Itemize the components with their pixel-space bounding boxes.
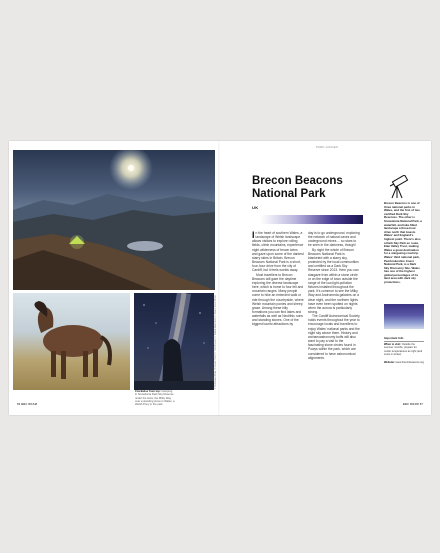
body-paragraph-3: day is to go underground, exploring the network of natural caves and underground mines ... so stars to be seen in the darkness, though! <box>308 231 360 248</box>
magazine-spread <box>9 141 431 415</box>
info-heading: Important Info <box>384 336 404 340</box>
body-paragraph-5: The Cardiff Astronomical Society holds events throughout the year to encourage locals and travellers to enjoy Wales' national parks and the night sky above them. History and archaeoastronomy buffs will also want to pay a visit to the fascinating stone circles found in Powys within the park, which are considered to have astronomical alignments. <box>308 314 360 360</box>
body-paragraph-4: By night the whole of Brecon Beacons National Park is blanketed with a starry sky, protected by the local communities and certified as a Dark Sky Reserve since 2013. Here you can stargaze from within a stone circle or on the edge of town outside the range of the low-light-pollution fixtures installed throughout the park. It's common to see the Milky Way and Andromeda galaxies on a clear night, and the northern lights have even been spotted on nights when the aurora is particularly strong. <box>308 247 360 314</box>
photo-welsh-pony <box>13 293 130 390</box>
info-2-label: Website: <box>384 361 395 364</box>
drop-cap: I <box>252 230 255 240</box>
photo-caption <box>135 390 175 406</box>
body-paragraph-2: Most travellers to Brecon Beacons will gaze the daytime exploring the diverse landscape here, which is home to four fell and mountain ranges. Many people come to hike an extended walk or ride through the countryside, where Welsh mountain ponies and sheep graze. Among these hilly formations you can find lakes and waterfalls as well as Neolithic ruins and standing stones. One of the biggest tourist attractions by <box>252 272 304 327</box>
info-website <box>384 361 424 364</box>
left-page <box>9 141 220 415</box>
info-1-label: When to visit: <box>384 343 402 346</box>
stone-photo-art <box>134 293 214 390</box>
info-divider <box>384 341 424 342</box>
gradient-bar <box>260 215 363 224</box>
sidebar-gradient <box>384 304 424 329</box>
body-column-2 <box>308 231 360 360</box>
photo-camping-under-stars <box>13 150 215 290</box>
body-column-1 <box>252 231 304 327</box>
folio-right: BBC ROAM 57 <box>402 403 423 406</box>
article-title: Brecon Beacons National Park <box>252 175 343 200</box>
caption-lead: Clockwise from top: <box>135 390 161 393</box>
photo-credits: © Immanuel Plata | © Ewan Trott | © Tom Bowen | © Kaitlin Mansfield | © Alamy Stock Photo <box>215 294 217 389</box>
pony-photo-art <box>13 293 130 390</box>
info-when-to-visit <box>384 343 424 356</box>
photo-standing-stone-milky-way <box>134 293 214 390</box>
info-1-text: Outside the summer months, prepare for cooler temperatures at night (and snow in winter). <box>384 343 423 356</box>
caption-text: Camping in Snowdonia Dark Sky Reserve under the stars; the Milky Way over a standing stone in Wales; a Welsh Pony in the park <box>135 390 175 407</box>
info-2-text: www.breconbeacons.org <box>395 361 424 364</box>
sidebar-text: Brecon Beacons is one of three national parks in Wales, and the first of two certified Dark Sky Reserves. The other is Snowdonia National Park, a waterfall- and lake-filled landscape a three-hour drive north that boasts Wales' and England's highest point. There's also a Dark Sky Park en route, Elan Valley Trust, making Wales a great destination for a stargazing road trip. Wales' third national park, Pembrokeshire Coast National Park, is a Dark Sky Discovery Site. Wales has one of the highest global percentages of its land area with dark sky protections. <box>384 201 422 285</box>
section-head: PARK GUIDES <box>316 145 339 149</box>
folio-left: 56 BBC ROAM <box>17 403 38 406</box>
telescope-icon <box>384 175 410 199</box>
article-subtitle: UK <box>252 205 259 210</box>
body-paragraph-1: n the heart of southern Wales, a landscape of Welsh landscape allows visitors to explore rolling fields, climb mountains, experience night wilderness of brown twins and gaze upon some of the darkest starry skies in Britain. Brecon Beacons National Park is a short, four-hour drive from the city of Cardiff, but it feels worlds away. <box>252 231 304 273</box>
camping-photo-art <box>13 150 215 290</box>
right-page <box>220 141 431 415</box>
